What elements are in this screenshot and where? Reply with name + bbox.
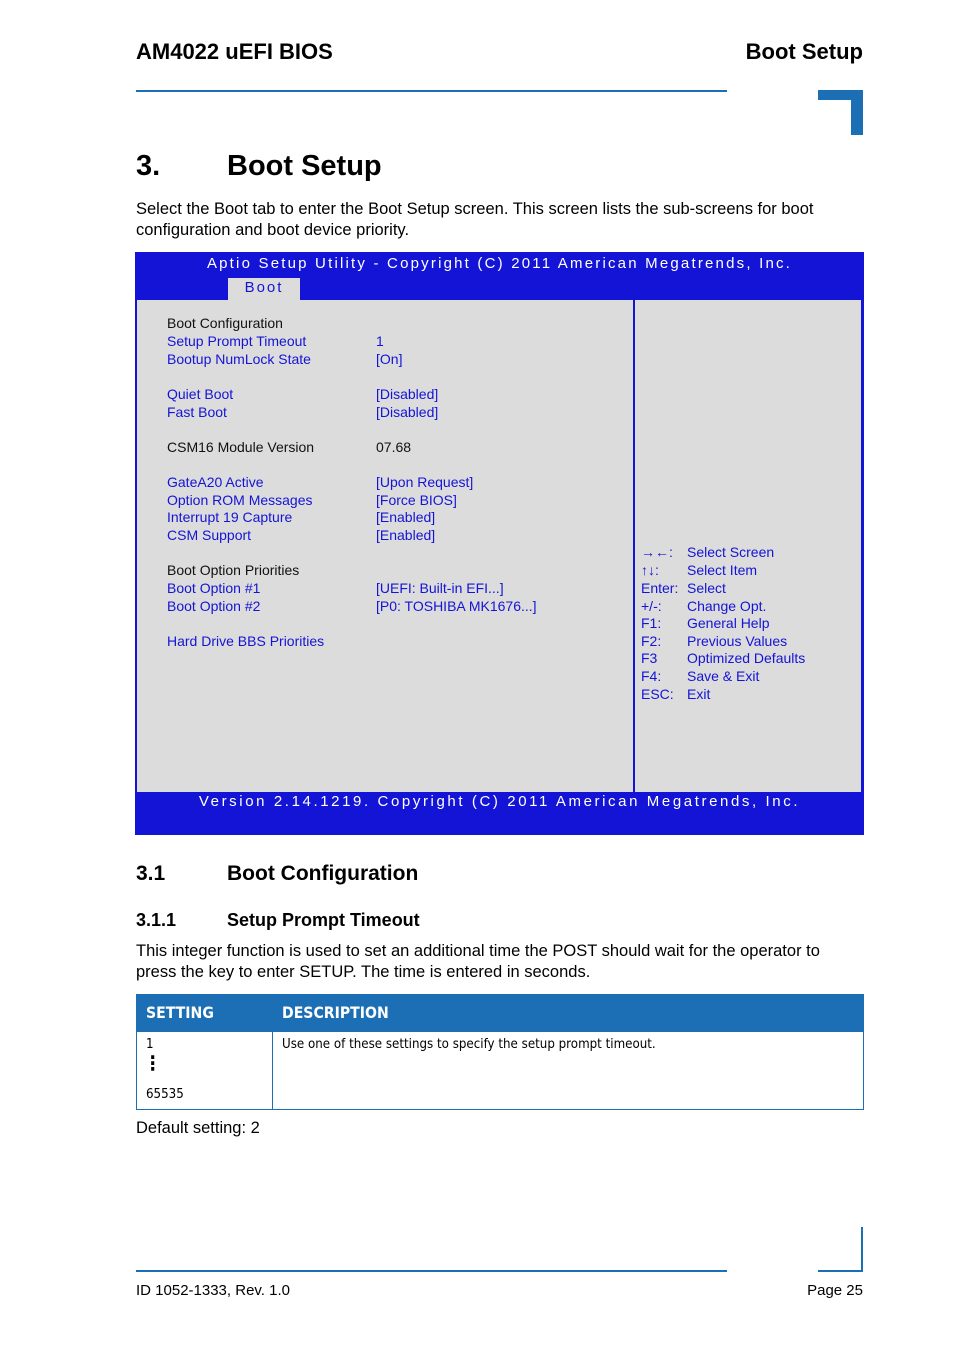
help-action: General Help — [687, 615, 770, 631]
help-key: F3 — [641, 650, 658, 666]
bios-option-boot-2[interactable]: Boot Option #2 — [167, 598, 261, 614]
footer-corner-mark — [818, 1270, 863, 1272]
bios-value-gatea20[interactable]: [Upon Request] — [376, 474, 474, 490]
bios-value-quiet-boot[interactable]: [Disabled] — [376, 386, 439, 402]
bios-tab-boot[interactable]: Boot — [228, 278, 300, 300]
help-action: Select Item — [687, 562, 758, 578]
bios-option-quiet-boot[interactable]: Quiet Boot — [167, 386, 234, 402]
bios-value-csm16-version: 07.68 — [376, 439, 412, 455]
bios-value-boot-2[interactable]: [P0: TOSHIBA MK1676...] — [376, 598, 537, 614]
header-corner-mark-vertical — [851, 90, 863, 135]
chapter-title: Boot Setup — [227, 150, 382, 182]
help-action: Optimized Defaults — [687, 650, 806, 666]
header-section-title: Boot Setup — [745, 39, 863, 64]
bios-option-rom-messages[interactable]: Option ROM Messages — [167, 492, 313, 508]
setting-description: Use one of these settings to specify the setup prompt timeout. — [282, 1036, 656, 1052]
bios-value-setup-prompt-timeout[interactable]: 1 — [376, 333, 384, 349]
help-action: Select — [687, 580, 726, 596]
footer-corner-mark-vertical — [861, 1227, 863, 1272]
bios-settings-panel — [137, 300, 633, 792]
bios-label-csm16-version: CSM16 Module Version — [167, 439, 315, 455]
bios-option-fast-boot[interactable]: Fast Boot — [167, 404, 227, 420]
bios-value-interrupt-19[interactable]: [Enabled] — [376, 509, 436, 525]
bios-option-numlock-state[interactable]: Bootup NumLock State — [167, 351, 311, 367]
bios-value-csm-support[interactable]: [Enabled] — [376, 527, 436, 543]
help-action: Select Screen — [687, 544, 775, 560]
help-key: →←: — [641, 544, 673, 560]
bios-label-boot-configuration: Boot Configuration — [167, 315, 283, 331]
section-title: Boot Configuration — [227, 862, 419, 885]
bios-value-numlock-state[interactable]: [On] — [376, 351, 403, 367]
help-key: F1: — [641, 615, 662, 631]
bios-option-setup-prompt-timeout[interactable]: Setup Prompt Timeout — [167, 333, 307, 349]
help-action: Exit — [687, 686, 711, 702]
subsection-number: 3.1.1 — [136, 910, 177, 930]
bios-version-footer: Version 2.14.1219. Copyright (C) 2011 American Megatrends, Inc. — [198, 793, 801, 810]
bios-option-hdd-bbs-priorities[interactable]: Hard Drive BBS Priorities — [167, 633, 325, 649]
footer-page-number: Page 25 — [807, 1282, 863, 1299]
setting-value-end: 65535 — [146, 1086, 184, 1102]
default-setting: Default setting: 2 — [136, 1119, 260, 1137]
table-header-setting: SETTING — [146, 1003, 214, 1022]
help-key: ESC: — [641, 686, 674, 702]
bios-option-gatea20[interactable]: GateA20 Active — [167, 474, 264, 490]
bios-option-interrupt-19[interactable]: Interrupt 19 Capture — [167, 509, 293, 525]
bios-screenshot — [135, 252, 864, 835]
help-key: F2: — [641, 633, 662, 649]
help-action: Save & Exit — [687, 668, 760, 684]
setting-range-ellipsis: ⋮ — [144, 1051, 162, 1075]
bios-title-bar: Aptio Setup Utility - Copyright (C) 2011 American Megatrends, Inc. — [206, 255, 793, 272]
table-header-description: DESCRIPTION — [282, 1003, 389, 1022]
table-column-divider — [272, 995, 273, 1109]
bios-label-boot-option-priorities: Boot Option Priorities — [167, 562, 300, 578]
help-key: F4: — [641, 668, 662, 684]
bios-value-boot-1[interactable]: [UEFI: Built-in EFI...] — [376, 580, 504, 596]
chapter-number: 3. — [136, 150, 161, 182]
section-number: 3.1 — [136, 862, 166, 885]
subsection-title: Setup Prompt Timeout — [227, 910, 420, 930]
bios-option-csm-support[interactable]: CSM Support — [167, 527, 252, 543]
bios-value-fast-boot[interactable]: [Disabled] — [376, 404, 439, 420]
help-action: Change Opt. — [687, 598, 767, 614]
help-key: +/-: — [641, 598, 662, 614]
intro-paragraph: Select the Boot tab to enter the Boot Setup screen. This screen lists the sub-screens for boot configuration and boot device priority. — [136, 200, 814, 239]
header-doc-title: AM4022 uEFI BIOS — [136, 39, 333, 64]
table-header-row — [137, 995, 863, 1032]
help-key: ↑↓: — [641, 562, 659, 578]
help-action: Previous Values — [687, 633, 788, 649]
footer-document-id: ID 1052-1333, Rev. 1.0 — [136, 1282, 290, 1299]
setting-value-start: 1 — [146, 1036, 154, 1052]
header-rule — [136, 90, 727, 92]
help-key: Enter: — [641, 580, 679, 596]
footer-rule — [136, 1270, 727, 1272]
bios-value-rom-messages[interactable]: [Force BIOS] — [376, 492, 457, 508]
bios-option-boot-1[interactable]: Boot Option #1 — [167, 580, 261, 596]
settings-table — [136, 994, 864, 1110]
subsection-paragraph: This integer function is used to set an additional time the POST should wait for the operator to press the key to enter SETUP. The time is entered in seconds. — [136, 942, 820, 981]
